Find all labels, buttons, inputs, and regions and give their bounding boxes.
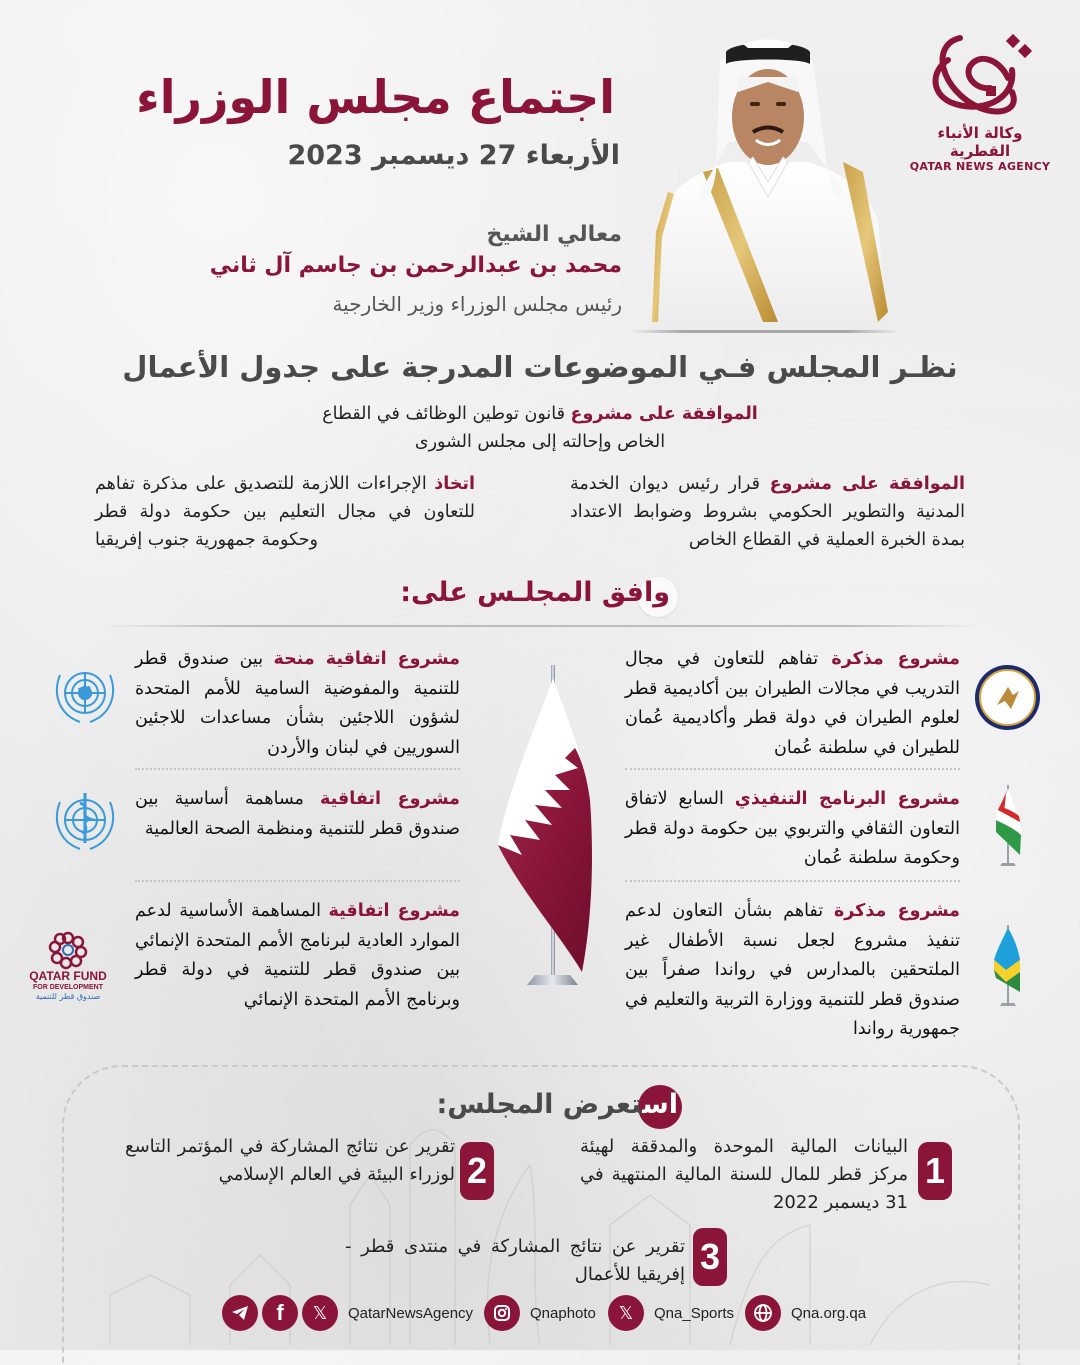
agenda-item-3 [95, 470, 475, 554]
approved-item-text: مساهمة أساسية بين صندوق قطر للتنمية ومنظمة الصحة العالمية [135, 789, 460, 839]
approved-item-lead: مشروع مذكرة [831, 649, 960, 669]
qna-logo [905, 30, 1055, 173]
approved-item-lead: مشروع اتفاقية [320, 789, 461, 809]
agenda-item-text: قرار رئيس ديوان الخدمة المدنية والتطوير الحكومي بشروط وضوابط الاعتداد بمدة الخبرة العملية في القطاع الخاص [570, 474, 965, 550]
reviewed-heading [420, 1085, 700, 1131]
agenda-item-text: قانون توطين الوظائف في القطاع الخاص وإحالته إلى مجلس الشورى [322, 404, 666, 452]
reviewed-heading-first: اس [642, 1089, 678, 1120]
social-label[interactable]: QatarNewsAgency [348, 1304, 474, 1322]
approved-item-text: المساهمة الأساسية لدعم الموارد العادية لبرنامج الأمم المتحدة الإنمائي بين صندوق قطر للتنمية في دولة قطر وبرنامج الأمم المتحدة الإنمائي [135, 901, 460, 1010]
instagram-icon[interactable] [484, 1295, 520, 1331]
reviewed-heading-rest: تعرض المجلس: [436, 1089, 643, 1120]
approved-heading-wrap [380, 575, 700, 625]
agenda-item-text: الإجراءات اللازمة للتصديق على مذكرة تفاهم للتعاون في مجال التعليم بين حكومة دولة قطر وحكومة جمهورية جنوب إفريقيا [95, 474, 475, 550]
qatar-flag-icon [490, 650, 605, 990]
agenda-heading: نظـر المجلس فـي الموضوعات المدرجة على جدول الأعمال [122, 350, 958, 384]
social-qnaphoto[interactable] [484, 1295, 596, 1331]
qatar-aeronautical-academy-icon [975, 665, 1040, 730]
person-honorific: معالي الشيخ [486, 222, 622, 247]
dotted-divider [625, 768, 960, 770]
who-icon [50, 785, 120, 855]
social-website[interactable] [745, 1295, 866, 1331]
qfd-label-3: صندوق قطر للتنمية [35, 992, 101, 1001]
logo-name-ar: وكالة الأنباء القطرية [937, 124, 1023, 160]
agenda-item-2 [570, 470, 965, 554]
divider [100, 625, 980, 627]
approved-item-text: تفاهم بشأن التعاون لدعم تنفيذ مشروع لجعل نسبة الأطفال غير الملتحقين بالمدارس في رواندا صفراً بين صندوق قطر للتنمية ووزارة التربية والتعليم في جمهورية رواندا [625, 901, 960, 1039]
approved-heading: وافق المجلـس على: [400, 577, 670, 608]
approved-item-aviation [625, 645, 960, 763]
approved-item-oman-culture [625, 785, 960, 874]
person-name: محمد بن عبدالرحمن بن جاسم آل ثاني [209, 253, 622, 278]
agenda-item-lead: الموافقة على مشروع [769, 474, 965, 494]
agenda-item-lead: الموافقة على مشروع [570, 404, 758, 424]
social-qna-sports[interactable] [608, 1295, 734, 1331]
approved-item-text: السابع لاتفاق التعاون الثقافي والتربوي بين حكومة دولة قطر وحكومة سلطنة عُمان [625, 789, 960, 868]
person-role: رئيس مجلس الوزراء وزير الخارجية [332, 292, 622, 316]
oman-flag-icon [992, 780, 1026, 870]
dotted-divider [135, 768, 460, 770]
logo-name-en: QATAR NEWS AGENCY [909, 160, 1051, 173]
number-badge-2: 2 [460, 1142, 494, 1200]
approved-item-text: بين صندوق قطر للتنمية والمفوضية السامية للأمم المتحدة لشؤون اللاجئين بشأن مساعدات للاجئين السوريين في لبنان والأردن [135, 649, 460, 758]
number-badge-1: 1 [918, 1142, 952, 1200]
divider [630, 330, 900, 333]
social-label[interactable]: Qnaphoto [530, 1304, 596, 1322]
approved-item-lead: مشروع اتفاقية منحة [273, 649, 460, 669]
social-qatarnewsagency[interactable] [222, 1295, 473, 1331]
approved-item-undp [135, 897, 460, 1015]
page-title: اجتماع مجلس الوزراء [136, 70, 615, 124]
qatar-fund-for-development-icon [28, 930, 108, 1010]
telegram-icon[interactable] [222, 1295, 258, 1331]
qna-logo-icon [920, 30, 1040, 120]
approved-item-lead: مشروع مذكرة [833, 901, 960, 921]
approved-item-lead: مشروع اتفاقية [328, 901, 460, 921]
meeting-date: الأربعاء 27 ديسمبر 2023 [287, 140, 620, 171]
prime-minister-portrait [638, 22, 896, 332]
x-icon[interactable]: 𝕏 [302, 1295, 338, 1331]
agenda-item-1 [300, 400, 780, 456]
globe-icon[interactable] [745, 1295, 781, 1331]
approved-item-lead: مشروع البرنامج التنفيذي [734, 789, 961, 809]
approved-item-rwanda [625, 897, 960, 1045]
united-nations-icon [50, 660, 120, 730]
social-label[interactable]: Qna_Sports [654, 1304, 735, 1322]
qfd-label-1: QATAR FUND [29, 969, 107, 983]
agenda-item-lead: اتخاذ [434, 474, 475, 494]
rwanda-flag-icon [992, 920, 1026, 1010]
reviewed-item-2: تقرير عن نتائج المشاركة في المؤتمر التاسع لوزراء البيئة في العالم الإسلامي [125, 1136, 455, 1185]
approved-item-who [135, 785, 460, 844]
qfd-label-2: FOR DEVELOPMENT [32, 984, 103, 991]
dotted-divider [625, 880, 960, 882]
social-label[interactable]: Qna.org.qa [791, 1304, 867, 1322]
dotted-divider [135, 880, 460, 882]
facebook-icon[interactable]: f [262, 1295, 298, 1331]
approved-item-unhcr [135, 645, 460, 763]
x-icon[interactable]: 𝕏 [608, 1295, 644, 1331]
approved-item-text: تفاهم للتعاون في مجال التدريب في مجالات الطيران بين أكاديمية قطر لعلوم الطيران في دولة قطر وأكاديمية عُمان للطيران في سلطنة عُمان [625, 649, 960, 758]
number-badge-3: 3 [693, 1228, 727, 1286]
reviewed-item-3: تقرير عن نتائج المشاركة في منتدى قطر - إفريقيا للأعمال [345, 1236, 685, 1285]
reviewed-item-1: البيانات المالية الموحدة والمدققة لهيئة مركز قطر للمال للسنة المالية المنتهية في 31 ديسمبر 2022 [580, 1136, 908, 1213]
